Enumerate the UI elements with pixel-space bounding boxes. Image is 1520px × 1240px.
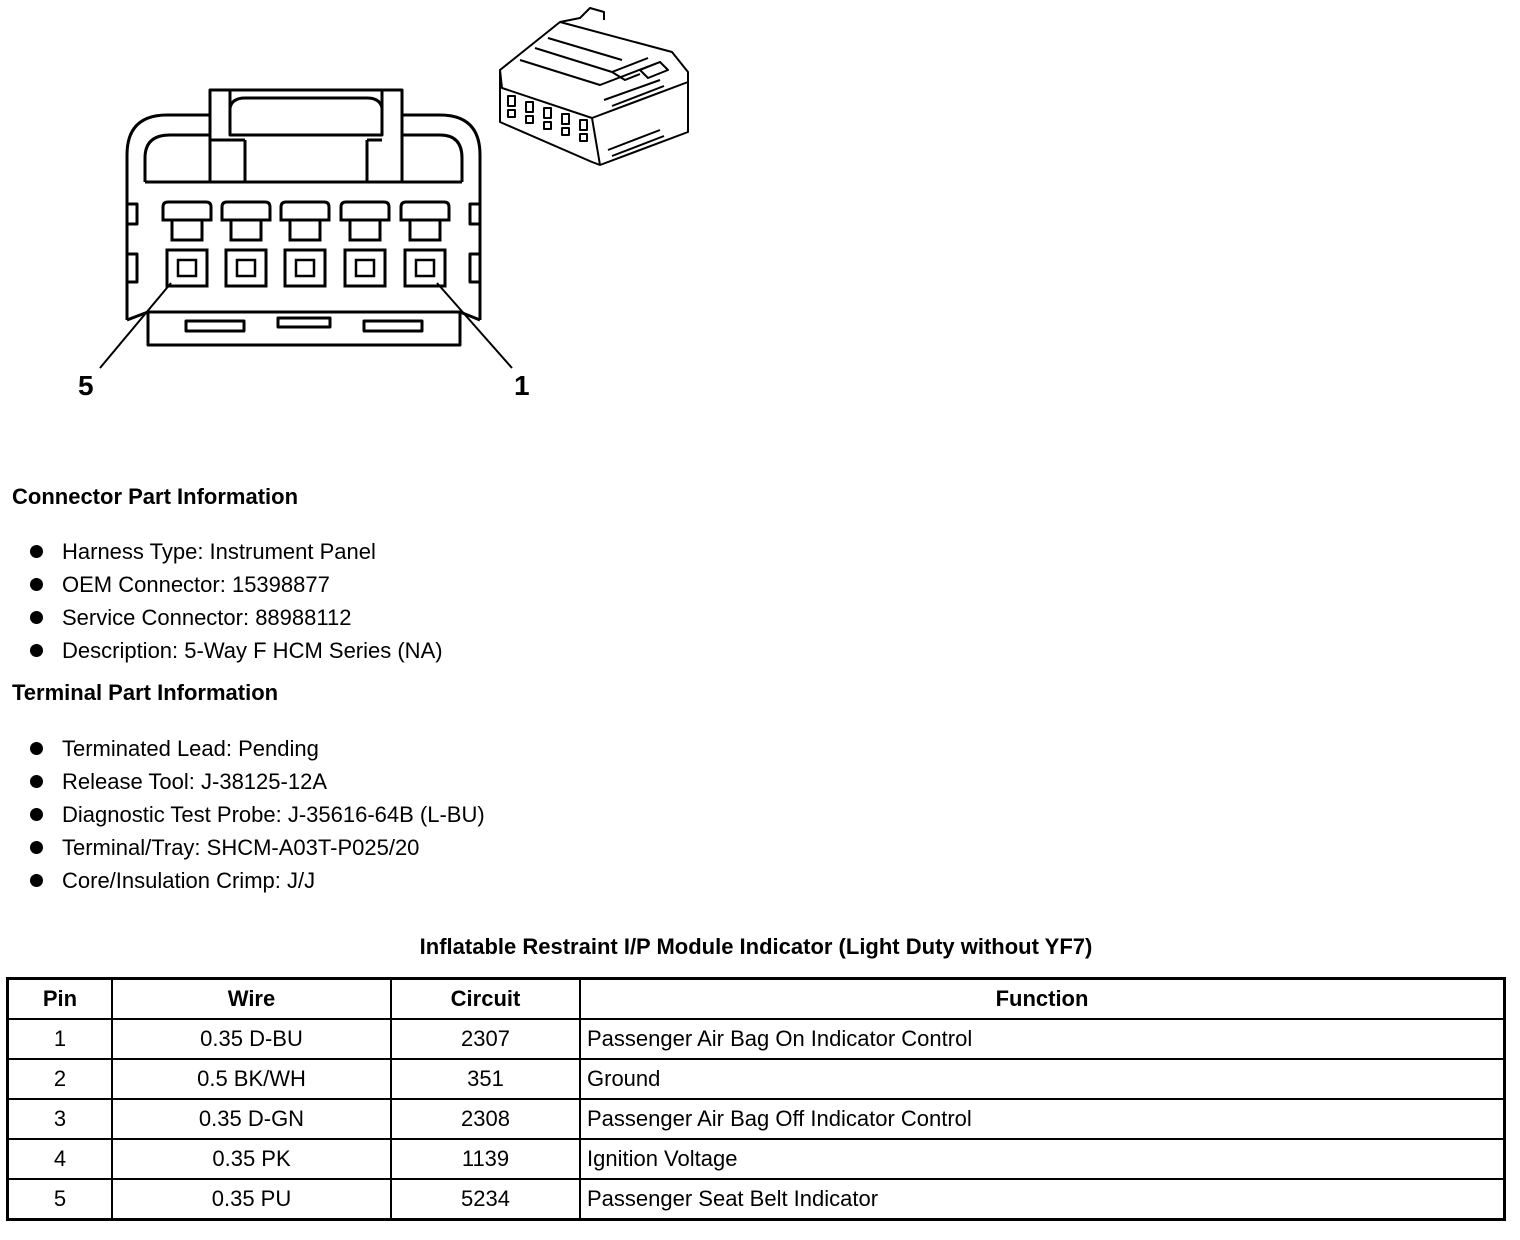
cell-pin: 4 (8, 1139, 113, 1179)
table-header-row (8, 979, 1505, 1020)
table-row (8, 1059, 1505, 1099)
cell-function: Ignition Voltage (580, 1139, 1505, 1179)
list-item: OEM Connector: 15398877 (28, 572, 443, 605)
cell-function: Passenger Seat Belt Indicator (580, 1179, 1505, 1220)
cell-circuit: 2308 (391, 1099, 580, 1139)
terminal-info-heading: Terminal Part Information (12, 680, 279, 705)
cavity-3 (281, 202, 329, 286)
list-item: Description: 5-Way F HCM Series (NA) (28, 638, 443, 671)
pinout-table (6, 977, 1506, 1221)
cell-circuit: 1139 (391, 1139, 580, 1179)
cell-function: Ground (580, 1059, 1505, 1099)
cell-wire: 0.35 D-GN (112, 1099, 391, 1139)
header-circuit: Circuit (391, 979, 580, 1020)
cavity-1 (401, 202, 449, 286)
cavity-2 (341, 202, 389, 286)
list-item: Terminated Lead: Pending (28, 736, 485, 769)
list-item: Harness Type: Instrument Panel (28, 539, 443, 572)
cell-wire: 0.35 D-BU (112, 1019, 391, 1059)
cell-pin: 5 (8, 1179, 113, 1220)
cell-wire: 0.5 BK/WH (112, 1059, 391, 1099)
table-row (8, 1099, 1505, 1139)
cell-pin: 1 (8, 1019, 113, 1059)
cell-circuit: 5234 (391, 1179, 580, 1220)
cell-circuit: 2307 (391, 1019, 580, 1059)
connector-info-list (28, 539, 443, 671)
connector-diagram (0, 0, 720, 420)
cell-pin: 2 (8, 1059, 113, 1099)
terminal-info-list (28, 736, 485, 901)
cell-pin: 3 (8, 1099, 113, 1139)
table-row (8, 1179, 1505, 1220)
header-pin: Pin (8, 979, 113, 1020)
cavity-4 (222, 202, 270, 286)
table-row (8, 1019, 1505, 1059)
list-item: Release Tool: J-38125-12A (28, 769, 485, 802)
table-row (8, 1139, 1505, 1179)
list-item: Terminal/Tray: SHCM-A03T-P025/20 (28, 835, 485, 868)
pin-label-5: 5 (78, 370, 94, 401)
list-item: Service Connector: 88988112 (28, 605, 443, 638)
header-function: Function (580, 979, 1505, 1020)
list-item: Diagnostic Test Probe: J-35616-64B (L-BU) (28, 802, 485, 835)
list-item: Core/Insulation Crimp: J/J (28, 868, 485, 901)
header-wire: Wire (112, 979, 391, 1020)
cell-circuit: 351 (391, 1059, 580, 1099)
connector-info-heading: Connector Part Information (12, 484, 299, 509)
pin-label-1: 1 (514, 370, 530, 401)
table-title: Inflatable Restraint I/P Module Indicator (Light Duty without YF7) (419, 934, 1093, 959)
cell-function: Passenger Air Bag On Indicator Control (580, 1019, 1505, 1059)
cavity-5 (163, 202, 211, 286)
connector-isometric-image (500, 8, 688, 165)
cell-wire: 0.35 PU (112, 1179, 391, 1220)
cell-function: Passenger Air Bag Off Indicator Control (580, 1099, 1505, 1139)
cell-wire: 0.35 PK (112, 1139, 391, 1179)
